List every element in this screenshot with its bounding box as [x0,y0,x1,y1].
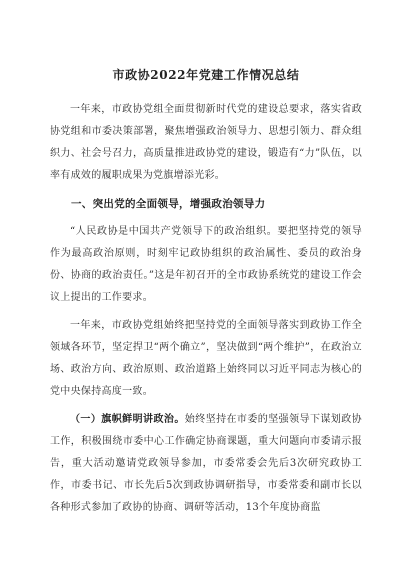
document-title: 市政协2022年党建工作情况总结 [112,68,300,82]
intro-paragraph: 一年来，市政协党组全面贯彻新时代党的建设总要求，落实省政协党组和市委决策部署，聚焦增强政治领导力、思想引领力、群众组织力、社会号召力，高质量推进政协党的建设，锻造有“力”队伍，以率有成效的履职成果为党旗增添光彩。 [50,104,362,181]
subsection-paragraph [50,409,362,519]
section-paragraph-summary: 一年来，市政协党组始终把坚持党的全面领导落实到政协工作全领域各环节，坚定捍卫“两个确立”，坚决做到“两个维护”，在政治立场、政治方向、政治原则、政治道路上始终同以习近平同志为核心的党中央保持高度一致。 [50,320,362,397]
section-paragraph-quote: “人民政协是中国共产党领导下的政治组织。要把坚持党的领导作为最高政治原则，时刻牢记政协组织的政治属性、委员的政治身份、协商的政治责任。”这是年初召开的全市政协系统党的建设工作会议上提出的工作要求。 [50,226,362,303]
section-heading: 一、突出党的全面领导，增强政治领导力 [71,198,266,210]
subsection-lead: （一）旗帜鲜明讲政治。 [70,414,185,425]
subsection-text: 始终坚持在市委的坚强领导下谋划政协工作，积极围绕市委中心工作确定协商课题，重大问题向市委请示报告，重大活动邀请党政领导参加，市委常委会先后3次研究政协工作，市委书记、市长先后5次到政协调研指导，市委常委和副市长以各种形式参加了政协的协商、调研等活动，13个年度协商监 [50,414,362,513]
